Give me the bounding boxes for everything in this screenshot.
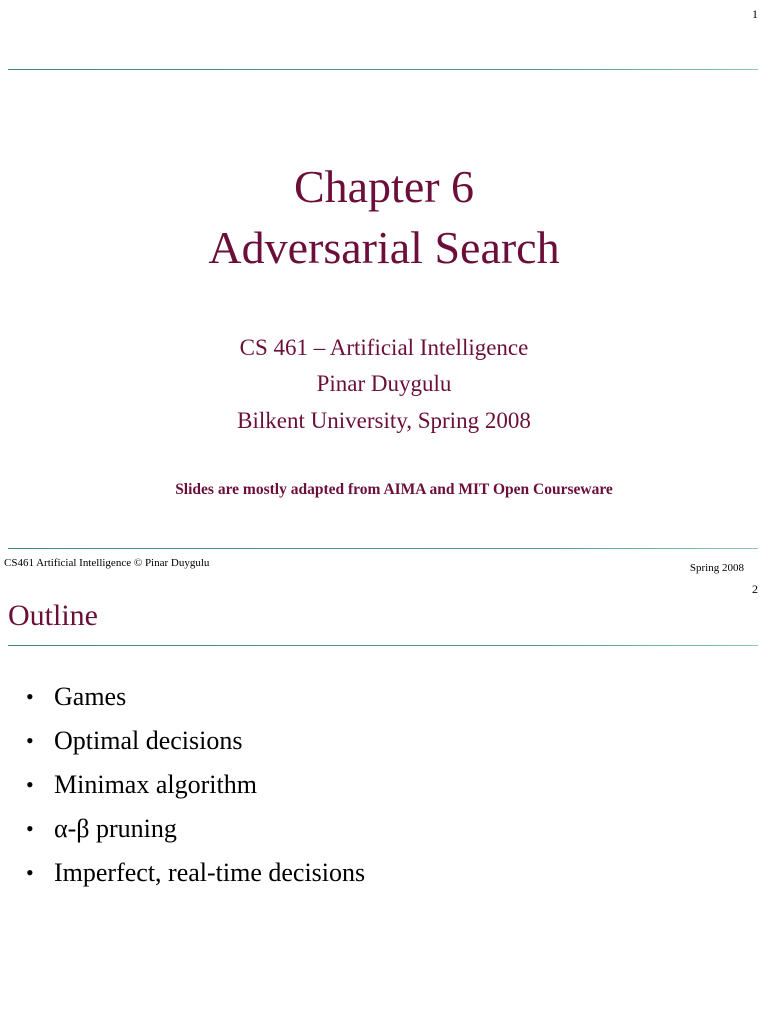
slide-number: 2	[752, 582, 758, 596]
credit-note: Slides are mostly adapted from AIMA and MIT Open Courseware	[175, 481, 613, 498]
outline-list	[26, 682, 365, 902]
bullet-icon: •	[26, 728, 34, 753]
list-item	[26, 726, 365, 770]
bullet-icon: •	[26, 772, 34, 797]
bullet-icon: •	[26, 684, 34, 709]
footer-rule	[8, 548, 758, 549]
footer-copyright: CS461 Artificial Intelligence © Pinar Duygulu	[4, 557, 210, 569]
chapter-title: Chapter 6	[293, 161, 475, 212]
bullet-icon: •	[26, 860, 34, 885]
chapter-subtitle: Adversarial Search	[208, 222, 560, 273]
list-item	[26, 858, 365, 902]
list-item-label: Minimax algorithm	[54, 770, 257, 799]
list-item	[26, 682, 365, 726]
slide-2	[0, 580, 768, 1024]
outline-title: Outline	[8, 599, 98, 632]
header-rule	[8, 645, 758, 646]
course-name: CS 461 – Artificial Intelligence	[239, 335, 529, 360]
footer-term: Spring 2008	[689, 562, 744, 574]
list-item-label: Imperfect, real-time decisions	[54, 858, 366, 887]
list-item-label: Optimal decisions	[54, 726, 243, 755]
list-item	[26, 814, 365, 858]
header-rule	[8, 69, 758, 70]
slide-number: 1	[752, 7, 758, 21]
bullet-icon: •	[26, 816, 34, 841]
author-name: Pinar Duygulu	[316, 371, 452, 396]
institution-term: Bilkent University, Spring 2008	[237, 408, 531, 433]
list-item-label: α-β pruning	[54, 814, 177, 843]
list-item	[26, 770, 365, 814]
list-item-label: Games	[54, 682, 127, 711]
